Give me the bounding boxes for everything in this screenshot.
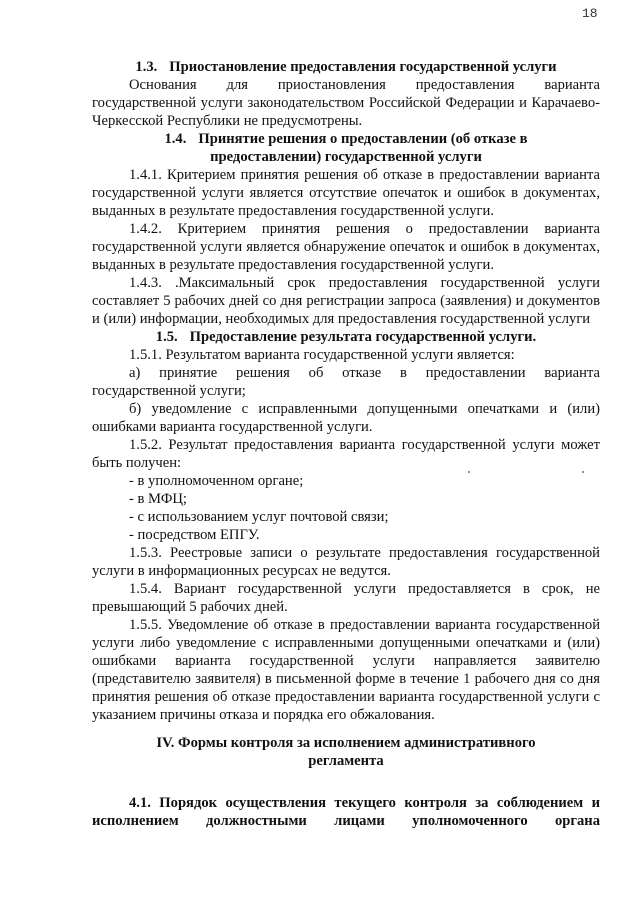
chapter-heading-line-2: регламента	[308, 753, 384, 769]
paragraph-1-5-1: 1.5.1. Результатом варианта государственной услуги является:	[129, 347, 515, 363]
list-item: - с использованием услуг почтовой связи;	[129, 509, 389, 525]
page-number: 18	[582, 6, 598, 21]
list-item: - в уполномоченном органе;	[129, 473, 304, 489]
section-heading-1-3	[92, 58, 600, 76]
list-item: - посредством ЕПГУ.	[129, 527, 260, 543]
paragraph-1-5-1-a: а) принятие решения об отказе в предоставлении варианта государственной услуги;	[92, 365, 600, 399]
heading-line-2: исполнением должностными лицами уполномоченного органа	[92, 813, 600, 829]
paragraph-1-5-2: 1.5.2. Результат предоставления варианта государственной услуги может быть получен:	[92, 437, 600, 471]
heading-text: Приостановление предоставления государственной услуги	[169, 59, 557, 75]
paragraph-1-4-2: 1.4.2. Критерием принятия решения о предоставлении варианта государственной услуги является обнаружение опечаток и ошибок в документах, выданных в результате предоставления государственной услуги.	[92, 221, 600, 273]
heading-number: 1.5.	[155, 329, 178, 345]
heading-number: 1.4.	[164, 131, 187, 147]
paragraph-1-4-1: 1.4.1. Критерием принятия решения об отказе в предоставлении варианта государственной услуги является отсутствие опечаток и ошибок в документах, выданных в результате предоставления государственной услуги.	[92, 167, 600, 219]
paragraph-1-5-4: 1.5.4. Вариант государственной услуги предоставляется в срок, не превышающий 5 рабочих дней.	[92, 581, 600, 615]
chapter-heading-iv	[92, 734, 600, 770]
heading-text-line-2: предоставлении) государственной услуги	[210, 149, 482, 165]
section-heading-1-4	[92, 130, 600, 166]
paragraph-1-5-5: 1.5.5. Уведомление об отказе в предоставлении варианта государственной услуги либо уведомление с исправленными допущенными опечатками и (или) ошибками варианта государственной услуги направляется заявителю (представителю заявителя) в письменной форме в течение 1 рабочего дня со дня принятия решения об отказе предоставлении варианта государственной услуги с указанием причины отказа и порядка его обжалования.	[92, 617, 600, 723]
heading-text: Предоставление результата государственной услуги.	[189, 329, 537, 345]
chapter-heading-line-1: IV. Формы контроля за исполнением административного	[156, 735, 536, 751]
scan-speck	[582, 471, 584, 473]
heading-text-line-1: Принятие решения о предоставлении (об отказе в	[198, 131, 528, 147]
document-body	[92, 58, 600, 830]
paragraph-1-5-3: 1.5.3. Реестровые записи о результате предоставления государственной услуги в информационных ресурсах не ведутся.	[92, 545, 600, 579]
section-heading-1-5	[92, 328, 600, 346]
section-heading-4-1	[92, 794, 600, 830]
heading-line-1: 4.1. Порядок осуществления текущего контроля за соблюдением и	[129, 795, 600, 811]
paragraph-1-3: Основания для приостановления предоставления варианта государственной услуги законодательством Российской Федерации и Карачаево-Черкесской Республики не предусмотрены.	[92, 77, 600, 129]
list-item: - в МФЦ;	[129, 491, 187, 507]
heading-number: 1.3.	[135, 59, 158, 75]
scan-speck	[468, 471, 470, 473]
paragraph-1-4-3: 1.4.3. .Максимальный срок предоставления государственной услуги составляет 5 рабочих дней со дня регистрации запроса (заявления) и документов и (или) информации, необходимых для предоставления государственной услуги	[92, 275, 600, 327]
paragraph-1-5-1-b: б) уведомление с исправленными допущенными опечатками и (или) ошибками варианта государственной услуги.	[92, 401, 600, 435]
